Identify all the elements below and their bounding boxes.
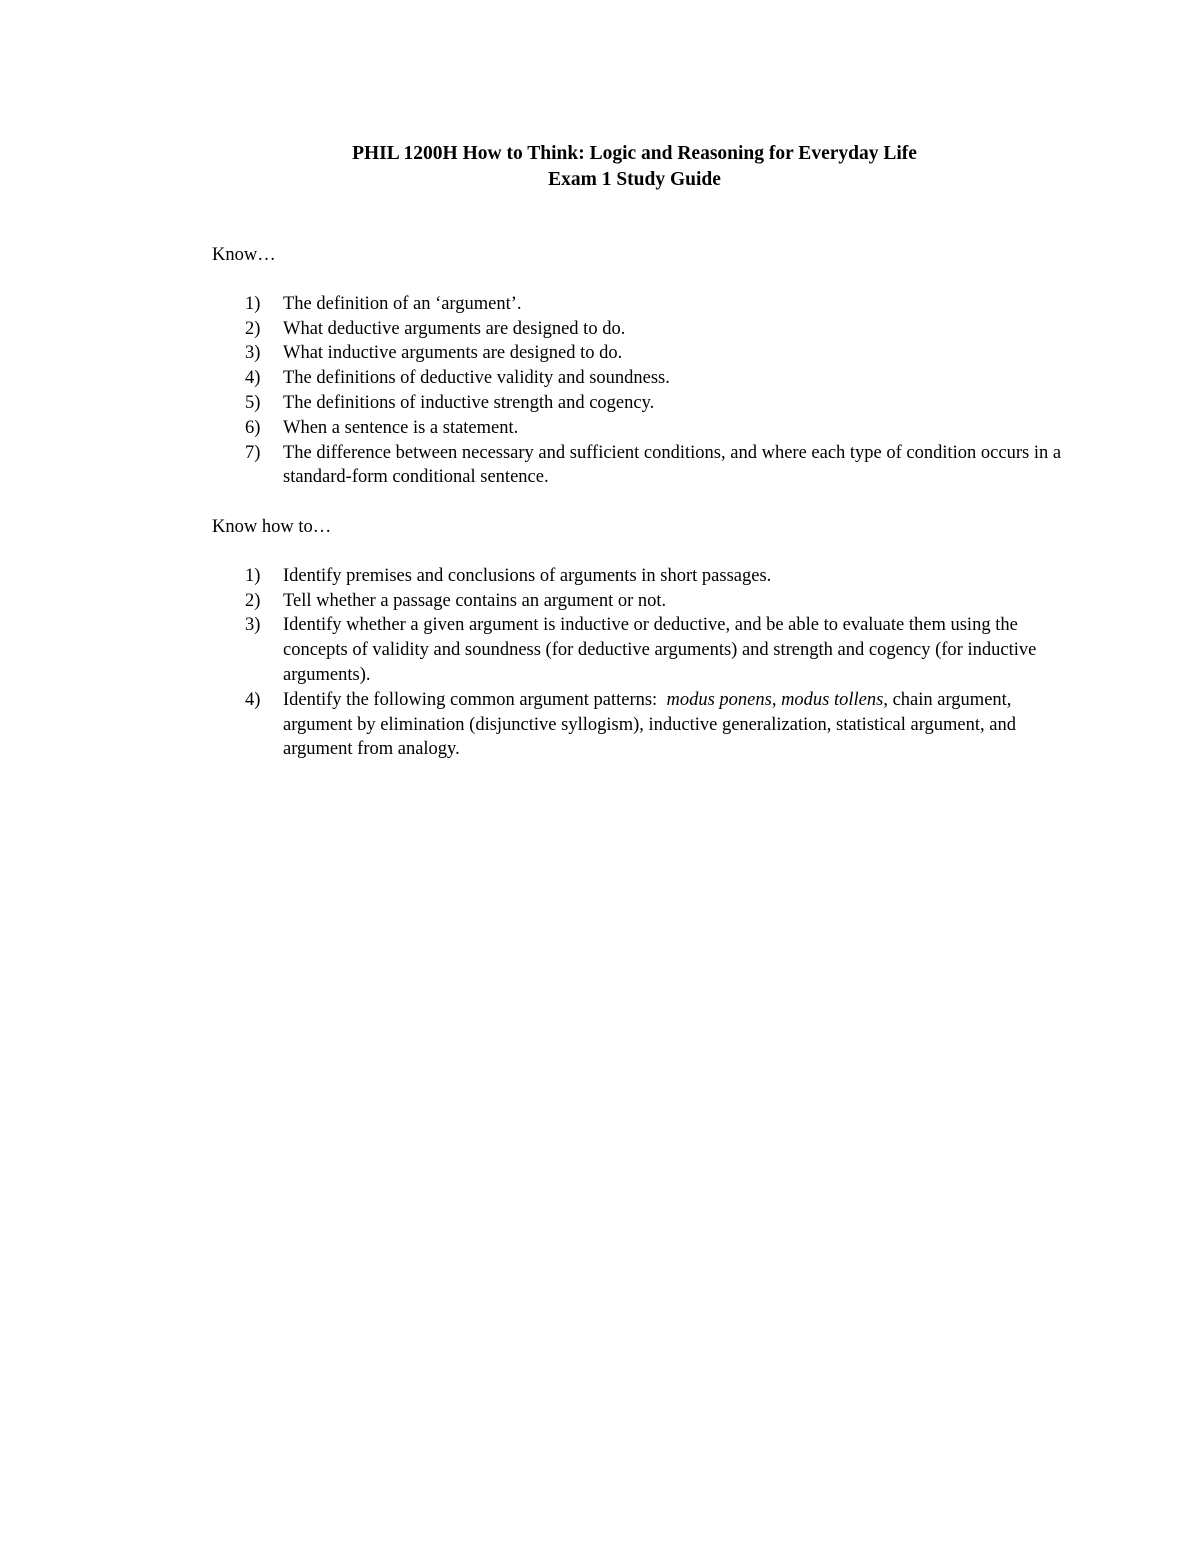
list-item <box>212 366 1072 391</box>
item-text: Identify whether a given argument is inductive or deductive, and be able to evaluate them using the concepts of validity and soundness (for deductive arguments) and strength and cogency (for inductive arguments). <box>283 615 1037 685</box>
item-number: 3) <box>245 343 261 364</box>
item-number: 1) <box>245 565 261 586</box>
term-separator: , <box>771 689 782 710</box>
list-item <box>212 441 1072 491</box>
know-how-section <box>212 515 1072 762</box>
item-text: The definitions of inductive strength and cogency. <box>283 392 655 413</box>
item-number: 4) <box>245 689 261 710</box>
item-text: What deductive arguments are designed to do. <box>283 318 626 339</box>
item-text-start: Identify the following common argument patterns: <box>283 689 667 710</box>
list-item <box>212 613 1072 687</box>
item-number: 5) <box>245 392 261 413</box>
item-number: 6) <box>245 417 261 438</box>
know-how-heading: Know how to… <box>212 517 332 537</box>
item-number: 4) <box>245 368 261 389</box>
list-item <box>212 416 1072 441</box>
item-text: The definitions of deductive validity and soundness. <box>283 368 670 389</box>
item-text: Identify premises and conclusions of arguments in short passages. <box>283 565 772 586</box>
guide-title: Exam 1 Study Guide <box>548 169 721 190</box>
item-number: 2) <box>245 318 261 339</box>
item-number: 7) <box>245 442 261 463</box>
item-text-end: , chain argument, argument by elimination (disjunctive syllogism), inductive generalization, statistical argument, and argument from analogy. <box>283 689 1016 760</box>
list-item <box>212 317 1072 342</box>
know-how-list <box>212 564 1072 762</box>
list-item <box>212 292 1072 317</box>
document-title <box>0 141 1200 193</box>
list-item <box>212 391 1072 416</box>
know-list <box>212 292 1072 490</box>
list-item <box>212 564 1072 589</box>
item-text: Tell whether a passage contains an argument or not. <box>283 590 667 611</box>
list-item <box>212 589 1072 614</box>
term-modus-ponens: modus ponens <box>666 689 772 710</box>
know-section <box>212 243 1072 490</box>
item-number: 3) <box>245 615 261 636</box>
term-modus-tollens: modus tollens <box>781 689 884 710</box>
item-text: The definition of an ‘argument’. <box>283 293 522 314</box>
know-heading: Know… <box>212 245 276 265</box>
item-text: When a sentence is a statement. <box>283 417 519 438</box>
item-number: 1) <box>245 293 261 314</box>
course-title: PHIL 1200H How to Think: Logic and Reasoning for Everyday Life <box>352 143 917 164</box>
item-text: The difference between necessary and sufficient conditions, and where each type of condition occurs in a standard-form conditional sentence. <box>283 442 1062 488</box>
item-text: What inductive arguments are designed to do. <box>283 343 623 364</box>
list-item <box>212 341 1072 366</box>
list-item <box>212 688 1072 762</box>
item-number: 2) <box>245 590 261 611</box>
